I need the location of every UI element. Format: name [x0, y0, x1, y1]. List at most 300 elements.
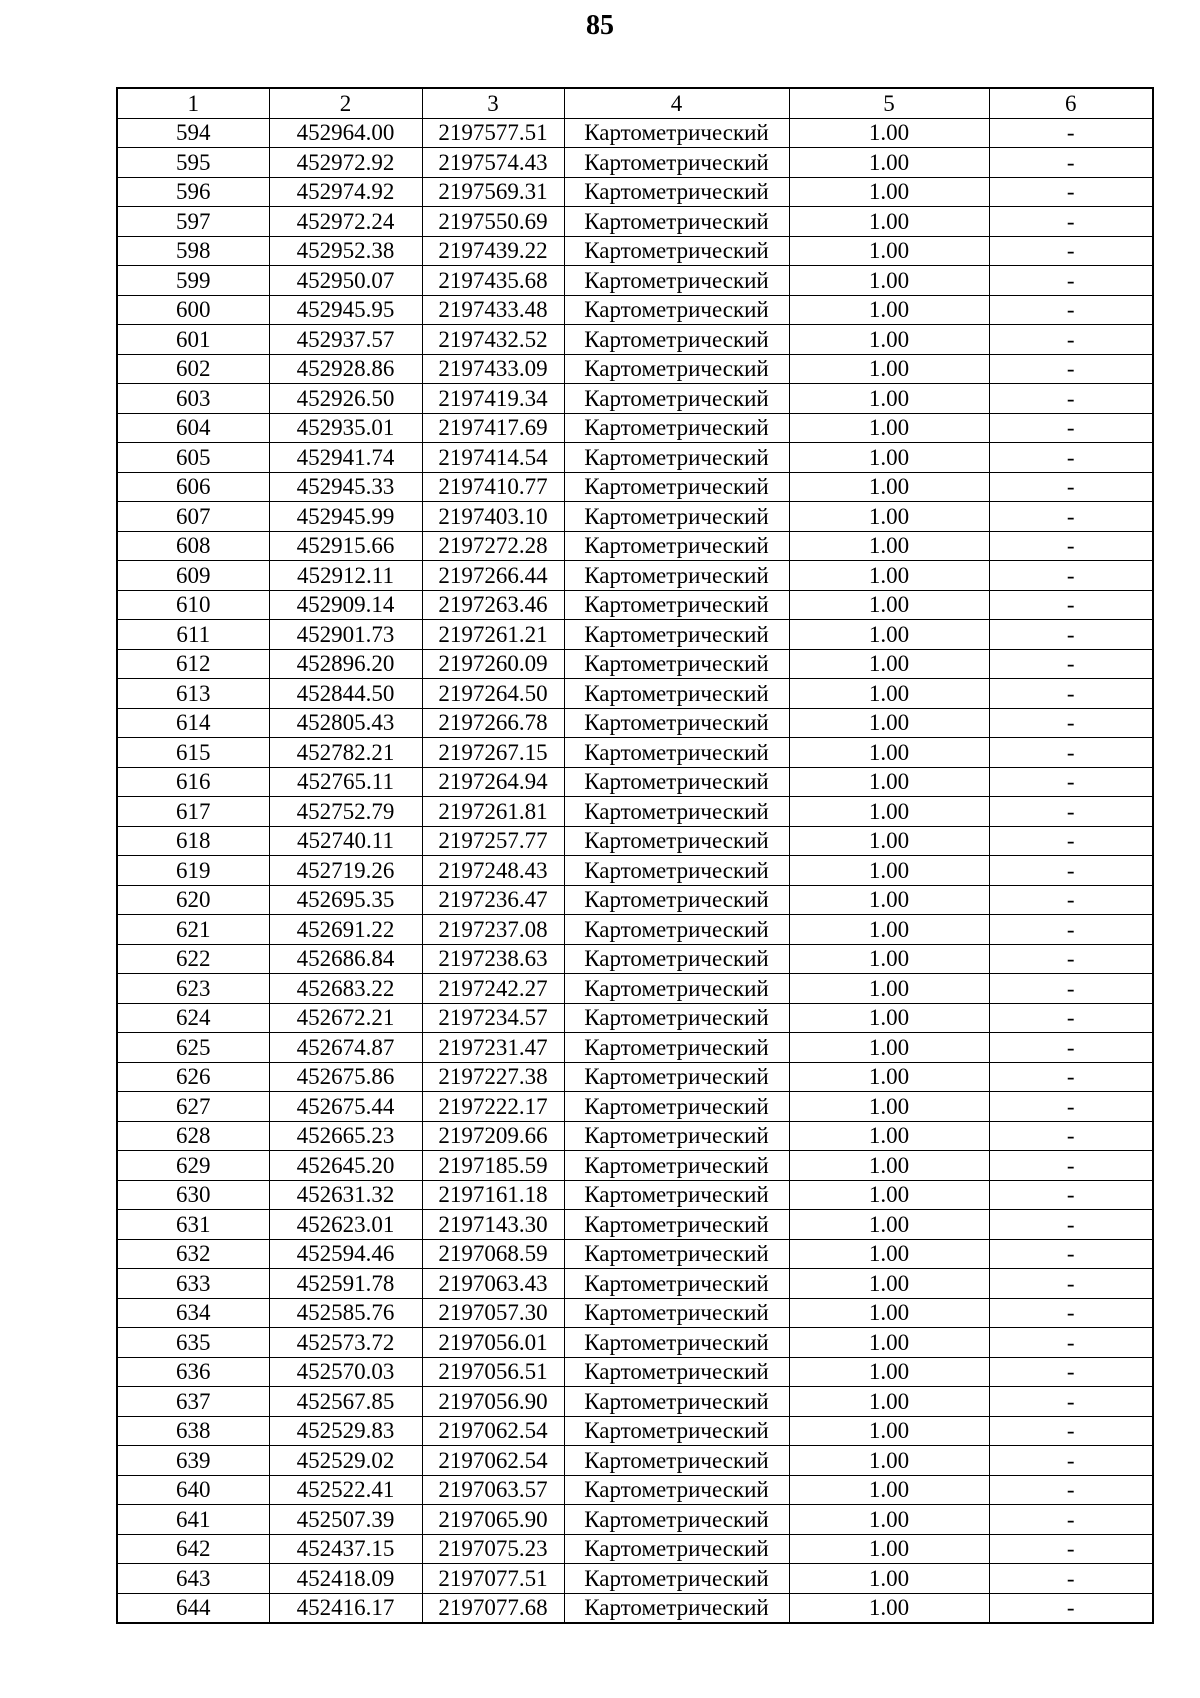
point-number-cell: 618	[117, 826, 269, 856]
x-coordinate-cell: 452935.01	[269, 413, 422, 443]
accuracy-cell: 1.00	[789, 1003, 989, 1033]
method-cell: Картометрический	[564, 708, 789, 738]
accuracy-cell: 1.00	[789, 620, 989, 650]
table-row	[117, 797, 1153, 827]
description-cell: -	[989, 413, 1153, 443]
x-coordinate-cell: 452683.22	[269, 974, 422, 1004]
table-row	[117, 1446, 1153, 1476]
description-cell: -	[989, 1033, 1153, 1063]
table-row	[117, 1092, 1153, 1122]
point-number-cell: 611	[117, 620, 269, 650]
table-row	[117, 826, 1153, 856]
accuracy-cell: 1.00	[789, 1505, 989, 1535]
x-coordinate-cell: 452896.20	[269, 649, 422, 679]
accuracy-cell: 1.00	[789, 384, 989, 414]
method-cell: Картометрический	[564, 1151, 789, 1181]
method-cell: Картометрический	[564, 1092, 789, 1122]
y-coordinate-cell: 2197209.66	[422, 1121, 564, 1151]
method-cell: Картометрический	[564, 915, 789, 945]
x-coordinate-cell: 452567.85	[269, 1387, 422, 1417]
x-coordinate-cell: 452437.15	[269, 1534, 422, 1564]
method-cell: Картометрический	[564, 1416, 789, 1446]
table-row	[117, 1357, 1153, 1387]
description-cell: -	[989, 1387, 1153, 1417]
accuracy-cell: 1.00	[789, 1239, 989, 1269]
method-cell: Картометрический	[564, 413, 789, 443]
column-header: 1	[117, 88, 269, 118]
method-cell: Картометрический	[564, 1033, 789, 1063]
y-coordinate-cell: 2197419.34	[422, 384, 564, 414]
y-coordinate-cell: 2197063.43	[422, 1269, 564, 1299]
point-number-cell: 606	[117, 472, 269, 502]
table-row	[117, 561, 1153, 591]
accuracy-cell: 1.00	[789, 443, 989, 473]
table-row	[117, 738, 1153, 768]
description-cell: -	[989, 1564, 1153, 1594]
y-coordinate-cell: 2197057.30	[422, 1298, 564, 1328]
point-number-cell: 610	[117, 590, 269, 620]
y-coordinate-cell: 2197077.51	[422, 1564, 564, 1594]
y-coordinate-cell: 2197248.43	[422, 856, 564, 886]
method-cell: Картометрический	[564, 1446, 789, 1476]
accuracy-cell: 1.00	[789, 1092, 989, 1122]
accuracy-cell: 1.00	[789, 590, 989, 620]
x-coordinate-cell: 452945.99	[269, 502, 422, 532]
point-number-cell: 617	[117, 797, 269, 827]
x-coordinate-cell: 452645.20	[269, 1151, 422, 1181]
point-number-cell: 595	[117, 148, 269, 178]
accuracy-cell: 1.00	[789, 649, 989, 679]
point-number-cell: 597	[117, 207, 269, 237]
accuracy-cell: 1.00	[789, 1593, 989, 1623]
description-cell: -	[989, 502, 1153, 532]
table-header-row	[117, 88, 1153, 118]
accuracy-cell: 1.00	[789, 1357, 989, 1387]
method-cell: Картометрический	[564, 649, 789, 679]
description-cell: -	[989, 679, 1153, 709]
description-cell: -	[989, 561, 1153, 591]
x-coordinate-cell: 452765.11	[269, 767, 422, 797]
y-coordinate-cell: 2197242.27	[422, 974, 564, 1004]
method-cell: Картометрический	[564, 561, 789, 591]
accuracy-cell: 1.00	[789, 885, 989, 915]
description-cell: -	[989, 1505, 1153, 1535]
table-row	[117, 502, 1153, 532]
point-number-cell: 638	[117, 1416, 269, 1446]
x-coordinate-cell: 452909.14	[269, 590, 422, 620]
accuracy-cell: 1.00	[789, 177, 989, 207]
description-cell: -	[989, 1239, 1153, 1269]
method-cell: Картометрический	[564, 472, 789, 502]
accuracy-cell: 1.00	[789, 561, 989, 591]
accuracy-cell: 1.00	[789, 148, 989, 178]
point-number-cell: 619	[117, 856, 269, 886]
y-coordinate-cell: 2197263.46	[422, 590, 564, 620]
y-coordinate-cell: 2197550.69	[422, 207, 564, 237]
page-number: 85	[586, 10, 614, 41]
x-coordinate-cell: 452675.44	[269, 1092, 422, 1122]
y-coordinate-cell: 2197231.47	[422, 1033, 564, 1063]
y-coordinate-cell: 2197077.68	[422, 1593, 564, 1623]
table-row	[117, 207, 1153, 237]
accuracy-cell: 1.00	[789, 266, 989, 296]
table-row	[117, 236, 1153, 266]
table-row	[117, 767, 1153, 797]
point-number-cell: 622	[117, 944, 269, 974]
description-cell: -	[989, 1062, 1153, 1092]
y-coordinate-cell: 2197056.01	[422, 1328, 564, 1358]
y-coordinate-cell: 2197439.22	[422, 236, 564, 266]
point-number-cell: 604	[117, 413, 269, 443]
method-cell: Картометрический	[564, 1328, 789, 1358]
method-cell: Картометрический	[564, 148, 789, 178]
method-cell: Картометрический	[564, 1239, 789, 1269]
y-coordinate-cell: 2197257.77	[422, 826, 564, 856]
table-row	[117, 649, 1153, 679]
point-number-cell: 640	[117, 1475, 269, 1505]
method-cell: Картометрический	[564, 944, 789, 974]
method-cell: Картометрический	[564, 767, 789, 797]
y-coordinate-cell: 2197414.54	[422, 443, 564, 473]
y-coordinate-cell: 2197267.15	[422, 738, 564, 768]
method-cell: Картометрический	[564, 207, 789, 237]
y-coordinate-cell: 2197433.48	[422, 295, 564, 325]
point-number-cell: 643	[117, 1564, 269, 1594]
description-cell: -	[989, 974, 1153, 1004]
y-coordinate-cell: 2197062.54	[422, 1416, 564, 1446]
point-number-cell: 609	[117, 561, 269, 591]
method-cell: Картометрический	[564, 1003, 789, 1033]
description-cell: -	[989, 590, 1153, 620]
description-cell: -	[989, 1269, 1153, 1299]
method-cell: Картометрический	[564, 1298, 789, 1328]
x-coordinate-cell: 452665.23	[269, 1121, 422, 1151]
point-number-cell: 642	[117, 1534, 269, 1564]
method-cell: Картометрический	[564, 1357, 789, 1387]
method-cell: Картометрический	[564, 1475, 789, 1505]
description-cell: -	[989, 384, 1153, 414]
method-cell: Картометрический	[564, 177, 789, 207]
y-coordinate-cell: 2197056.90	[422, 1387, 564, 1417]
x-coordinate-cell: 452529.83	[269, 1416, 422, 1446]
table-row	[117, 531, 1153, 561]
x-coordinate-cell: 452719.26	[269, 856, 422, 886]
accuracy-cell: 1.00	[789, 1564, 989, 1594]
method-cell: Картометрический	[564, 1387, 789, 1417]
description-cell: -	[989, 767, 1153, 797]
x-coordinate-cell: 452952.38	[269, 236, 422, 266]
table-row	[117, 354, 1153, 384]
table-row	[117, 1033, 1153, 1063]
accuracy-cell: 1.00	[789, 236, 989, 266]
accuracy-cell: 1.00	[789, 295, 989, 325]
method-cell: Картометрический	[564, 974, 789, 1004]
y-coordinate-cell: 2197264.50	[422, 679, 564, 709]
x-coordinate-cell: 452805.43	[269, 708, 422, 738]
description-cell: -	[989, 1416, 1153, 1446]
x-coordinate-cell: 452591.78	[269, 1269, 422, 1299]
table-row	[117, 1534, 1153, 1564]
y-coordinate-cell: 2197410.77	[422, 472, 564, 502]
description-cell: -	[989, 118, 1153, 148]
point-number-cell: 603	[117, 384, 269, 414]
table-row	[117, 974, 1153, 1004]
point-number-cell: 612	[117, 649, 269, 679]
x-coordinate-cell: 452674.87	[269, 1033, 422, 1063]
accuracy-cell: 1.00	[789, 413, 989, 443]
accuracy-cell: 1.00	[789, 1121, 989, 1151]
accuracy-cell: 1.00	[789, 1062, 989, 1092]
description-cell: -	[989, 944, 1153, 974]
description-cell: -	[989, 826, 1153, 856]
y-coordinate-cell: 2197266.78	[422, 708, 564, 738]
method-cell: Картометрический	[564, 295, 789, 325]
accuracy-cell: 1.00	[789, 767, 989, 797]
table-row	[117, 1239, 1153, 1269]
table-row	[117, 944, 1153, 974]
x-coordinate-cell: 452926.50	[269, 384, 422, 414]
y-coordinate-cell: 2197574.43	[422, 148, 564, 178]
method-cell: Картометрический	[564, 826, 789, 856]
method-cell: Картометрический	[564, 1210, 789, 1240]
x-coordinate-cell: 452974.92	[269, 177, 422, 207]
description-cell: -	[989, 236, 1153, 266]
table-row	[117, 856, 1153, 886]
coordinates-table	[116, 87, 1154, 1624]
y-coordinate-cell: 2197075.23	[422, 1534, 564, 1564]
point-number-cell: 627	[117, 1092, 269, 1122]
x-coordinate-cell: 452695.35	[269, 885, 422, 915]
x-coordinate-cell: 452529.02	[269, 1446, 422, 1476]
point-number-cell: 620	[117, 885, 269, 915]
accuracy-cell: 1.00	[789, 826, 989, 856]
y-coordinate-cell: 2197433.09	[422, 354, 564, 384]
description-cell: -	[989, 443, 1153, 473]
y-coordinate-cell: 2197432.52	[422, 325, 564, 355]
accuracy-cell: 1.00	[789, 1475, 989, 1505]
x-coordinate-cell: 452585.76	[269, 1298, 422, 1328]
description-cell: -	[989, 885, 1153, 915]
method-cell: Картометрический	[564, 1564, 789, 1594]
y-coordinate-cell: 2197222.17	[422, 1092, 564, 1122]
method-cell: Картометрический	[564, 266, 789, 296]
accuracy-cell: 1.00	[789, 1328, 989, 1358]
x-coordinate-cell: 452915.66	[269, 531, 422, 561]
accuracy-cell: 1.00	[789, 1446, 989, 1476]
y-coordinate-cell: 2197062.54	[422, 1446, 564, 1476]
point-number-cell: 615	[117, 738, 269, 768]
accuracy-cell: 1.00	[789, 856, 989, 886]
accuracy-cell: 1.00	[789, 502, 989, 532]
x-coordinate-cell: 452912.11	[269, 561, 422, 591]
table-row	[117, 1269, 1153, 1299]
table-row	[117, 266, 1153, 296]
point-number-cell: 636	[117, 1357, 269, 1387]
method-cell: Картометрический	[564, 531, 789, 561]
point-number-cell: 616	[117, 767, 269, 797]
y-coordinate-cell: 2197068.59	[422, 1239, 564, 1269]
y-coordinate-cell: 2197417.69	[422, 413, 564, 443]
point-number-cell: 631	[117, 1210, 269, 1240]
table-row	[117, 295, 1153, 325]
x-coordinate-cell: 452416.17	[269, 1593, 422, 1623]
x-coordinate-cell: 452522.41	[269, 1475, 422, 1505]
method-cell: Картометрический	[564, 354, 789, 384]
y-coordinate-cell: 2197161.18	[422, 1180, 564, 1210]
description-cell: -	[989, 1593, 1153, 1623]
description-cell: -	[989, 148, 1153, 178]
method-cell: Картометрический	[564, 236, 789, 266]
description-cell: -	[989, 708, 1153, 738]
description-cell: -	[989, 620, 1153, 650]
point-number-cell: 601	[117, 325, 269, 355]
table-row	[117, 443, 1153, 473]
table-body	[117, 118, 1153, 1623]
table-row	[117, 915, 1153, 945]
point-number-cell: 598	[117, 236, 269, 266]
table-row	[117, 384, 1153, 414]
accuracy-cell: 1.00	[789, 1151, 989, 1181]
description-cell: -	[989, 177, 1153, 207]
description-cell: -	[989, 1121, 1153, 1151]
x-coordinate-cell: 452972.92	[269, 148, 422, 178]
x-coordinate-cell: 452623.01	[269, 1210, 422, 1240]
y-coordinate-cell: 2197234.57	[422, 1003, 564, 1033]
y-coordinate-cell: 2197272.28	[422, 531, 564, 561]
method-cell: Картометрический	[564, 738, 789, 768]
description-cell: -	[989, 797, 1153, 827]
method-cell: Картометрический	[564, 1121, 789, 1151]
description-cell: -	[989, 266, 1153, 296]
x-coordinate-cell: 452964.00	[269, 118, 422, 148]
accuracy-cell: 1.00	[789, 1387, 989, 1417]
description-cell: -	[989, 354, 1153, 384]
method-cell: Картометрический	[564, 325, 789, 355]
method-cell: Картометрический	[564, 1269, 789, 1299]
accuracy-cell: 1.00	[789, 974, 989, 1004]
x-coordinate-cell: 452972.24	[269, 207, 422, 237]
y-coordinate-cell: 2197261.21	[422, 620, 564, 650]
description-cell: -	[989, 1446, 1153, 1476]
y-coordinate-cell: 2197236.47	[422, 885, 564, 915]
x-coordinate-cell: 452752.79	[269, 797, 422, 827]
method-cell: Картометрический	[564, 443, 789, 473]
x-coordinate-cell: 452686.84	[269, 944, 422, 974]
y-coordinate-cell: 2197238.63	[422, 944, 564, 974]
accuracy-cell: 1.00	[789, 1416, 989, 1446]
method-cell: Картометрический	[564, 1593, 789, 1623]
x-coordinate-cell: 452672.21	[269, 1003, 422, 1033]
y-coordinate-cell: 2197435.68	[422, 266, 564, 296]
accuracy-cell: 1.00	[789, 118, 989, 148]
table-row	[117, 1062, 1153, 1092]
y-coordinate-cell: 2197264.94	[422, 767, 564, 797]
x-coordinate-cell: 452950.07	[269, 266, 422, 296]
description-cell: -	[989, 207, 1153, 237]
x-coordinate-cell: 452570.03	[269, 1357, 422, 1387]
point-number-cell: 599	[117, 266, 269, 296]
point-number-cell: 605	[117, 443, 269, 473]
x-coordinate-cell: 452675.86	[269, 1062, 422, 1092]
column-header: 2	[269, 88, 422, 118]
table-row	[117, 708, 1153, 738]
x-coordinate-cell: 452594.46	[269, 1239, 422, 1269]
description-cell: -	[989, 1151, 1153, 1181]
method-cell: Картометрический	[564, 384, 789, 414]
y-coordinate-cell: 2197261.81	[422, 797, 564, 827]
point-number-cell: 629	[117, 1151, 269, 1181]
description-cell: -	[989, 531, 1153, 561]
description-cell: -	[989, 1180, 1153, 1210]
description-cell: -	[989, 856, 1153, 886]
x-coordinate-cell: 452691.22	[269, 915, 422, 945]
column-header: 6	[989, 88, 1153, 118]
point-number-cell: 634	[117, 1298, 269, 1328]
method-cell: Картометрический	[564, 856, 789, 886]
column-header: 3	[422, 88, 564, 118]
accuracy-cell: 1.00	[789, 325, 989, 355]
table-row	[117, 1298, 1153, 1328]
accuracy-cell: 1.00	[789, 1269, 989, 1299]
x-coordinate-cell: 452945.95	[269, 295, 422, 325]
accuracy-cell: 1.00	[789, 1298, 989, 1328]
point-number-cell: 641	[117, 1505, 269, 1535]
accuracy-cell: 1.00	[789, 207, 989, 237]
description-cell: -	[989, 1298, 1153, 1328]
table-row	[117, 1416, 1153, 1446]
point-number-cell: 624	[117, 1003, 269, 1033]
description-cell: -	[989, 738, 1153, 768]
accuracy-cell: 1.00	[789, 472, 989, 502]
table-row	[117, 1387, 1153, 1417]
description-cell: -	[989, 915, 1153, 945]
x-coordinate-cell: 452507.39	[269, 1505, 422, 1535]
y-coordinate-cell: 2197237.08	[422, 915, 564, 945]
table-row	[117, 885, 1153, 915]
accuracy-cell: 1.00	[789, 1534, 989, 1564]
accuracy-cell: 1.00	[789, 738, 989, 768]
y-coordinate-cell: 2197260.09	[422, 649, 564, 679]
x-coordinate-cell: 452937.57	[269, 325, 422, 355]
accuracy-cell: 1.00	[789, 1210, 989, 1240]
description-cell: -	[989, 1003, 1153, 1033]
y-coordinate-cell: 2197065.90	[422, 1505, 564, 1535]
table-row	[117, 325, 1153, 355]
x-coordinate-cell: 452928.86	[269, 354, 422, 384]
accuracy-cell: 1.00	[789, 944, 989, 974]
method-cell: Картометрический	[564, 590, 789, 620]
point-number-cell: 594	[117, 118, 269, 148]
table-row	[117, 1121, 1153, 1151]
accuracy-cell: 1.00	[789, 531, 989, 561]
y-coordinate-cell: 2197569.31	[422, 177, 564, 207]
point-number-cell: 602	[117, 354, 269, 384]
method-cell: Картометрический	[564, 620, 789, 650]
method-cell: Картометрический	[564, 1062, 789, 1092]
y-coordinate-cell: 2197577.51	[422, 118, 564, 148]
table-row	[117, 620, 1153, 650]
table-row	[117, 1210, 1153, 1240]
point-number-cell: 639	[117, 1446, 269, 1476]
y-coordinate-cell: 2197056.51	[422, 1357, 564, 1387]
table-row	[117, 177, 1153, 207]
point-number-cell: 613	[117, 679, 269, 709]
accuracy-cell: 1.00	[789, 708, 989, 738]
x-coordinate-cell: 452418.09	[269, 1564, 422, 1594]
y-coordinate-cell: 2197185.59	[422, 1151, 564, 1181]
column-header: 4	[564, 88, 789, 118]
table-row	[117, 1475, 1153, 1505]
